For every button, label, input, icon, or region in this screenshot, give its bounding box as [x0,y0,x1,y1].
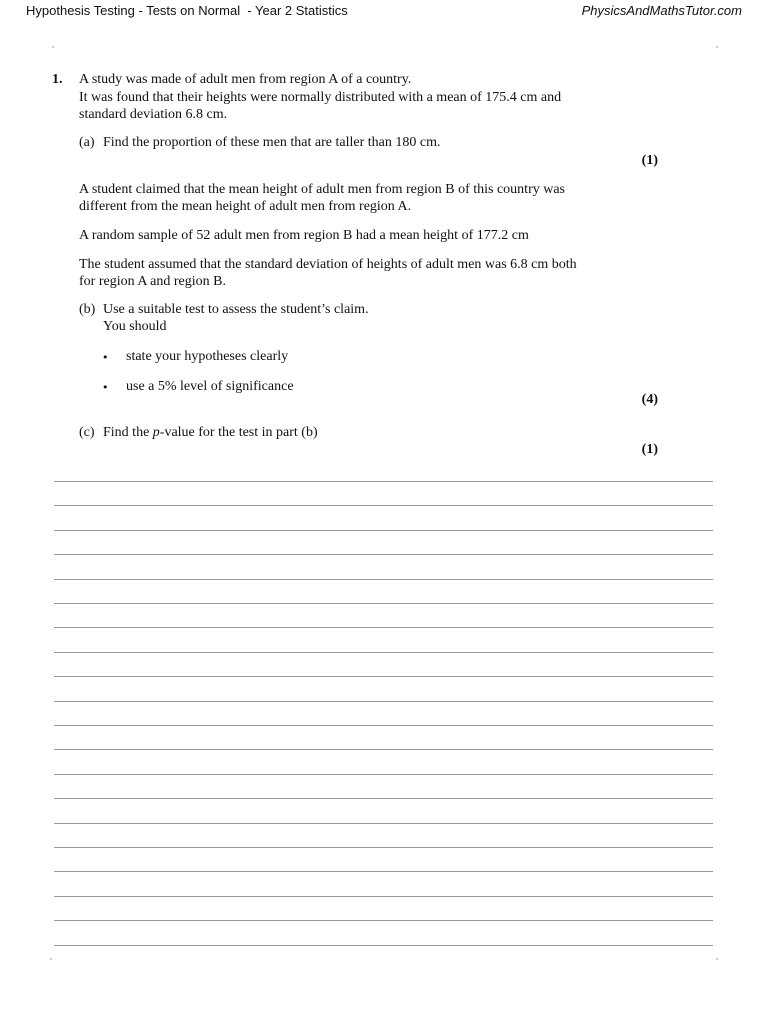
part-c-label: (c) [79,425,95,440]
answer-lines-area[interactable] [54,480,713,950]
sample-statement: A random sample of 52 adult men from region B had a mean height of 177.2 cm [79,228,529,243]
answer-line [54,627,713,628]
answer-line [54,554,713,555]
answer-line [54,774,713,775]
answer-line [54,725,713,726]
part-c-text [103,425,318,441]
answer-line [54,823,713,824]
claim-line-1: A student claimed that the mean height of adult men from region B of this country was [79,182,566,197]
bullet-dot-icon: • [102,351,109,364]
worksheet-title: Hypothesis Testing - Tests on Normal - Year 2 Statistics [26,3,348,18]
answer-line [54,847,713,848]
answer-line [54,896,713,897]
intro-line-1: A study was made of adult men from region A of a country. [79,72,412,87]
answer-line [54,945,713,946]
answer-line [54,871,713,872]
part-a-label: (a) [79,135,95,150]
answer-line [54,798,713,799]
answer-line [54,652,713,653]
part-a-marks: (1) [641,153,658,168]
bullet-dot-icon: • [102,381,109,394]
source-site: PhysicsAndMathsTutor.com [581,3,742,18]
part-b-marks: (4) [641,392,658,407]
assumption-line-1: The student assumed that the standard deviation of heights of adult men was 6.8 cm both [79,257,577,272]
answer-line [54,603,713,604]
answer-line [54,481,713,482]
bullet-item-significance: use a 5% level of significance [126,379,294,394]
answer-line [54,920,713,921]
claim-line-2: different from the mean height of adult men from region A. [79,199,412,214]
question-number: 1. [52,72,63,87]
assumption-line-2: for region A and region B. [79,274,226,289]
answer-line [54,749,713,750]
part-b-you-should: You should [103,319,167,334]
answer-line [54,505,713,506]
intro-line-2: It was found that their heights were normally distributed with a mean of 175.4 cm and [79,90,562,105]
bullet-item-hypotheses: state your hypotheses clearly [126,349,289,364]
part-c-text-before: Find the [103,425,153,440]
part-c-p-symbol: p [152,425,160,440]
part-c-marks: (1) [641,442,658,457]
answer-line [54,530,713,531]
part-c-text-after: -value for the test in part (b) [159,425,318,440]
answer-line [54,701,713,702]
answer-line [54,676,713,677]
part-b-label: (b) [79,302,96,317]
part-b-text: Use a suitable test to assess the student’s claim. [103,302,369,317]
intro-line-3: standard deviation 6.8 cm. [79,107,228,122]
part-a-text: Find the proportion of these men that are taller than 180 cm. [103,135,441,150]
answer-line [54,579,713,580]
